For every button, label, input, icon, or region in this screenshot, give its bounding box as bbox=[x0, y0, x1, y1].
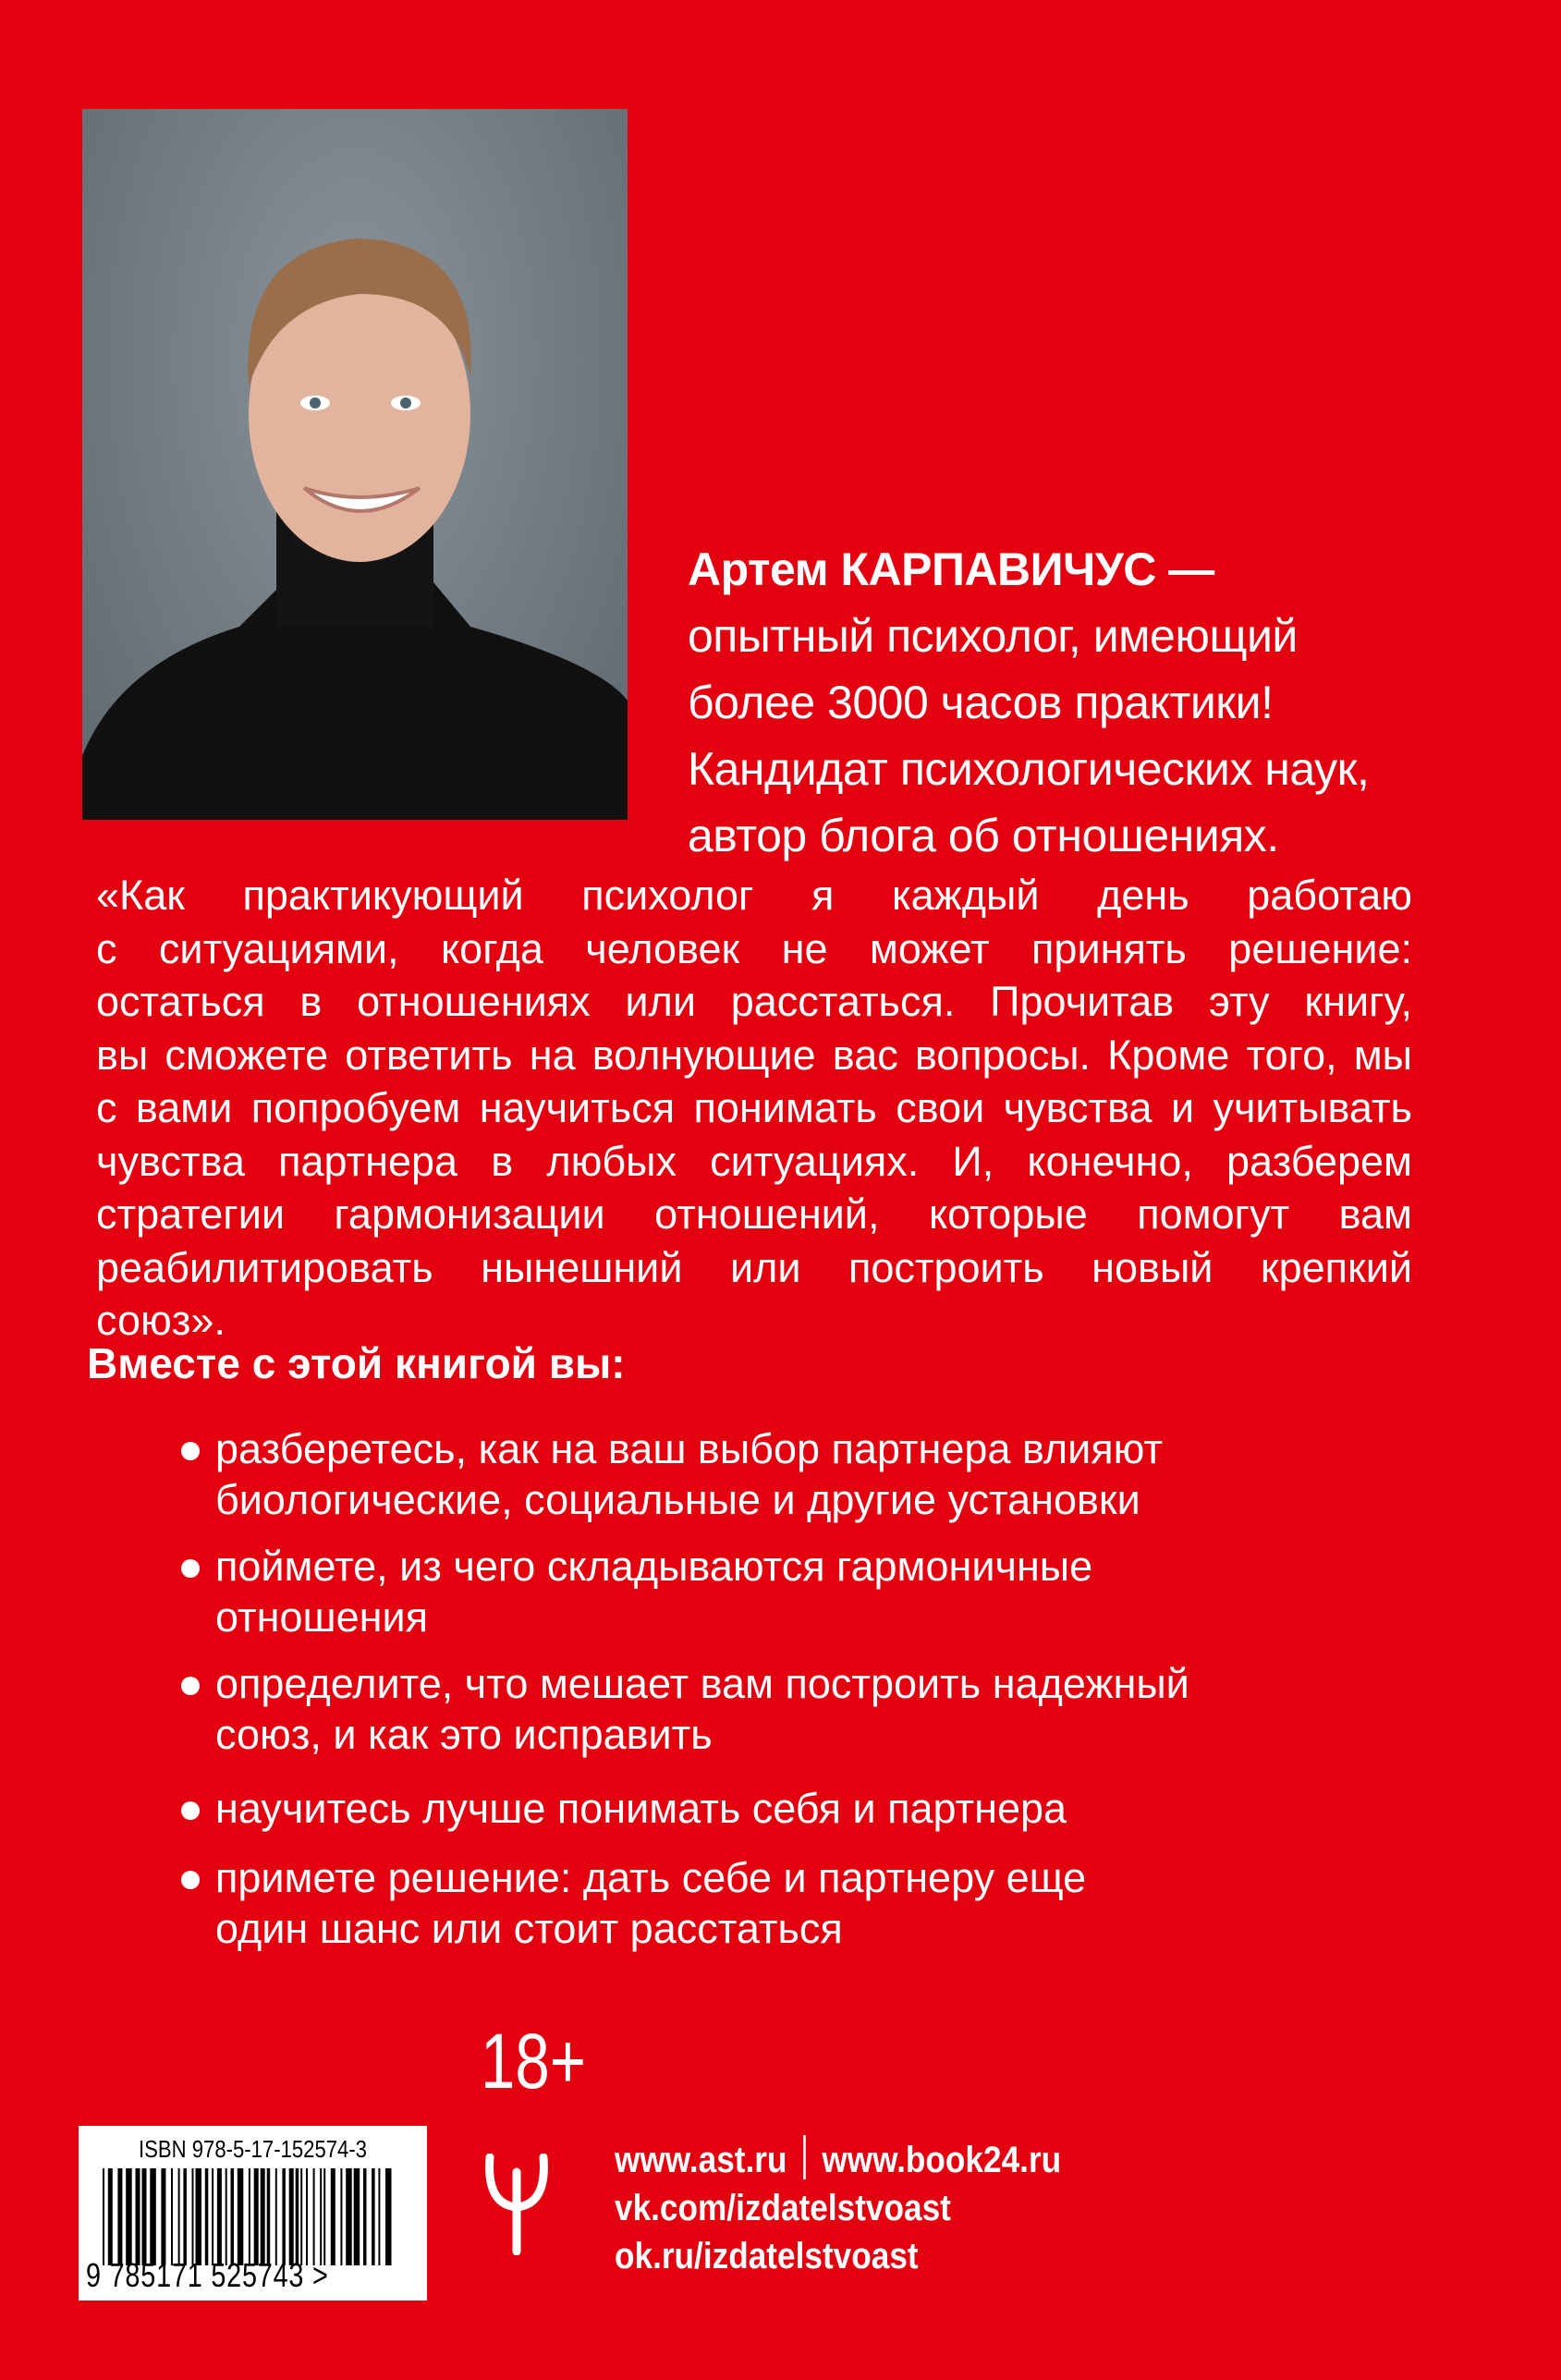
barcode-bar bbox=[323, 2168, 325, 2265]
isbn-number: ISBN 978-5-17-152574-3 bbox=[139, 2135, 367, 2163]
benefit-line: один шанс или стоит расстаться bbox=[215, 1905, 843, 1952]
barcode-bars bbox=[99, 2168, 395, 2265]
author-name: Артем КАРПАВИЧУС — bbox=[688, 543, 1214, 595]
link-ast[interactable]: www.ast.ru bbox=[615, 2140, 787, 2180]
barcode-bar bbox=[306, 2168, 308, 2265]
divider bbox=[803, 2135, 806, 2179]
barcode-bar bbox=[346, 2168, 352, 2265]
quote-line: реабилитировать нынешний или построить новый крепкий bbox=[96, 1243, 1412, 1291]
quote-line: чувства партнера в любых ситуациях. И, конечно, разберем bbox=[96, 1137, 1412, 1185]
link-book24[interactable]: www.book24.ru bbox=[822, 2140, 1062, 2180]
bullet-icon bbox=[181, 1559, 200, 1578]
benefit-line: отношения bbox=[215, 1593, 429, 1641]
barcode-bar bbox=[385, 2168, 392, 2265]
barcode-bar bbox=[261, 2168, 265, 2265]
barcode-bar bbox=[196, 2168, 202, 2265]
benefit-item bbox=[215, 1541, 1092, 1642]
barcode-bar bbox=[313, 2168, 315, 2265]
barcode-bar bbox=[183, 2168, 187, 2265]
barcode-bar bbox=[378, 2168, 380, 2265]
barcode-bar bbox=[178, 2168, 180, 2265]
quote-line: вы сможете ответить на волнующие вас вопросы. Кроме того, мы bbox=[96, 1031, 1412, 1079]
barcode-bar bbox=[320, 2168, 322, 2265]
barcode-bar bbox=[249, 2168, 250, 2265]
barcode-bar bbox=[363, 2168, 367, 2265]
benefit-item bbox=[215, 1658, 1189, 1760]
barcode-bar bbox=[108, 2168, 113, 2265]
barcode-bar bbox=[192, 2168, 194, 2265]
barcode-bar bbox=[231, 2168, 235, 2265]
quote-line: остаться в отношениях или расстаться. Прочитав эту книгу, bbox=[96, 978, 1412, 1025]
author-bio-line: опытный психолог, имеющий bbox=[688, 610, 1298, 662]
bullet-icon bbox=[181, 1801, 200, 1820]
author-photo bbox=[82, 109, 628, 820]
barcode-bar bbox=[212, 2168, 213, 2265]
author-bio-line: более 3000 часов практики! bbox=[688, 677, 1274, 728]
bullet-icon bbox=[181, 1677, 200, 1695]
barcode-bar bbox=[282, 2168, 286, 2265]
barcode-bar bbox=[289, 2168, 294, 2265]
link-vk[interactable]: vk.com/izdatelstvoast bbox=[615, 2188, 951, 2228]
barcode-bar bbox=[331, 2168, 335, 2265]
author-bio-line: автор блога об отношениях. bbox=[688, 810, 1279, 861]
benefit-item bbox=[215, 1852, 1086, 1954]
quote-line: с ситуациями, когда человек не может принять решение: bbox=[96, 924, 1412, 972]
author-quote bbox=[96, 869, 1412, 1348]
barcode-bar bbox=[372, 2168, 375, 2265]
barcode-bar bbox=[300, 2168, 302, 2265]
isbn-barcode bbox=[79, 2126, 427, 2301]
barcode-bar bbox=[254, 2168, 259, 2265]
barcode-bar bbox=[161, 2168, 165, 2265]
barcode-bar bbox=[267, 2168, 271, 2265]
author-bio-line: Кандидат психологических наук, bbox=[688, 743, 1370, 795]
barcode-bar bbox=[226, 2168, 227, 2265]
benefit-item bbox=[215, 1783, 1067, 1834]
bullet-icon bbox=[181, 1871, 200, 1889]
benefit-item bbox=[215, 1423, 1163, 1525]
barcode-bar bbox=[117, 2168, 122, 2265]
benefit-line: научитесь лучше понимать себя и партнера bbox=[215, 1785, 1067, 1832]
quote-line: стратегии гармонизации отношений, которые помогут вам bbox=[96, 1190, 1412, 1238]
quote-line: с вами попробуем научиться понимать свои чувства и учитывать bbox=[96, 1084, 1412, 1131]
benefit-line: биологические, социальные и другие установки bbox=[215, 1476, 1140, 1523]
author-bio bbox=[688, 536, 1369, 869]
barcode-bar bbox=[136, 2168, 140, 2265]
barcode-bar bbox=[354, 2168, 360, 2265]
quote-line: «Как практикующий психолог я каждый день работаю bbox=[96, 872, 1412, 919]
barcode-bar bbox=[142, 2168, 147, 2265]
barcode-bar bbox=[205, 2168, 209, 2265]
benefit-line: поймете, из чего складываются гармоничные bbox=[215, 1543, 1093, 1590]
benefit-line: примете решение: дать себе и партнеру еще bbox=[215, 1854, 1087, 1901]
barcode-bar bbox=[217, 2168, 222, 2265]
barcode-bar bbox=[171, 2168, 173, 2265]
link-ok[interactable]: ok.ru/izdatelstvoast bbox=[615, 2236, 919, 2276]
publisher-links bbox=[615, 2135, 1061, 2280]
barcode-bar bbox=[150, 2168, 156, 2265]
barcode-bar bbox=[275, 2168, 277, 2265]
barcode-bar bbox=[238, 2168, 244, 2265]
barcode-bar bbox=[296, 2168, 299, 2265]
barcode-digits: 9 785171 525743 > bbox=[86, 2256, 329, 2294]
barcode-bar bbox=[103, 2168, 104, 2265]
psi-logo-icon bbox=[484, 2154, 549, 2255]
benefits-heading: Вместе с этой книгой вы: bbox=[87, 1339, 626, 1387]
benefit-line: определите, что мешает вам построить надежный bbox=[215, 1660, 1189, 1707]
benefit-line: союз, и как это исправить bbox=[215, 1711, 713, 1758]
author-portrait-illustration bbox=[82, 109, 628, 820]
quote-line: союз». bbox=[96, 1297, 226, 1344]
barcode-bar bbox=[340, 2168, 342, 2265]
barcode-bar bbox=[126, 2168, 132, 2265]
benefit-line: разберетесь, как на ваш выбор партнера влияют bbox=[215, 1425, 1163, 1472]
bullet-icon bbox=[181, 1442, 200, 1460]
age-rating: 18+ bbox=[481, 2018, 586, 2105]
